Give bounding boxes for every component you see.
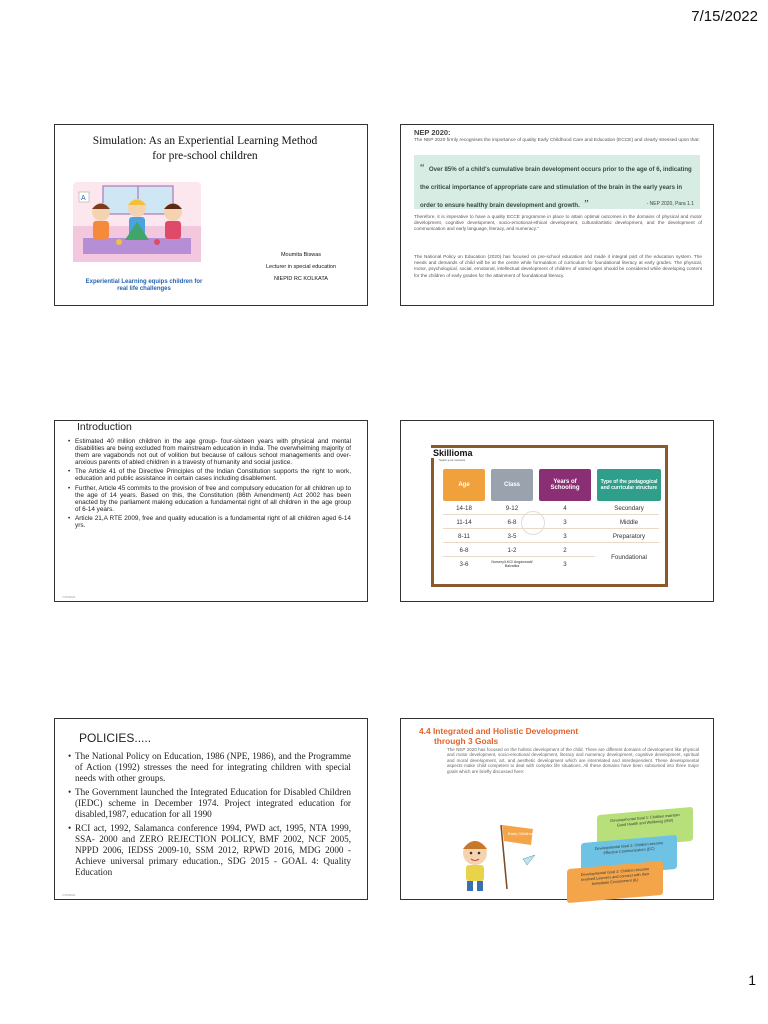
slide-paragraph: The NEP 2020 has focused on the holistic development of the child. There are different domains of development like physical and motor development, socio-emotional development, literacy and numeracy development, cognitive development, spiritual and moral development, art, and aesthetic development which are interrelated and interdependent. These developmental aspects make child competent to deal with complex life situations. All these domains have been subsumed into three major goals which are briefly discussed here: xyxy=(447,747,699,774)
table-cell: 14-18 xyxy=(456,504,472,512)
paragraph-1: Therefore, it is imperative to have a quality ECCE programme in place to attain optimal outcomes in the domains of physical and motor development, cognitive development, socio-emotional-ethical development, cultural/artistic development, and the development of communication and early language, literacy, and numeracy." xyxy=(414,214,702,232)
bullet-list xyxy=(68,438,351,531)
paragraph-2: The National Policy on Education (2020) has focused on pre-school education and made it integral part of the education system. The needs and demands of child will be at the centre while formulation of curriculum for foundational literacy at early grades. The physical, motor, psychological, social, emotional, intellectual development of children of varied ages should be considered while developing content for the children of early grades for the attainment of foundational literacy. xyxy=(414,254,702,278)
slide-6-holistic-development xyxy=(400,718,714,900)
table-cell: 4 xyxy=(563,504,567,512)
slide-5-policies xyxy=(54,718,368,900)
table-cell: Nursery/LKG/ Anganwadi/ Balvatika xyxy=(491,559,533,568)
table-cell: 9-12 xyxy=(505,504,519,512)
goal-3-step: Developmental Goal 3: Children become Involved Learners and connect with their Immediate Environment (IL) xyxy=(567,861,663,903)
children-learning-illustration xyxy=(73,182,201,262)
slide-footer-date: 7/15/2022 xyxy=(62,893,76,897)
table-cell: 3 xyxy=(563,518,567,526)
slide-title-line-1: 4.4 Integrated and Holistic Development xyxy=(419,726,579,736)
table-cell: 8-11 xyxy=(458,532,470,540)
table-cell: 11-14 xyxy=(456,518,472,526)
intro-text: The NEP 2020 firmly recognises the importance of quality Early Childhood Care and Education (ECCE) and clearly stressed upon that: xyxy=(414,138,700,143)
slide-1-title xyxy=(54,124,368,306)
slide-title: POLICIES..... xyxy=(79,731,152,745)
table-header-cell: Type of the pedagogical and curricular structure xyxy=(597,469,661,501)
list-item: • The Government launched the Integrated Education for Disabled Children (IEDC) scheme in December 1974. Project integrated education for disabled,1987, education for all 1990 xyxy=(68,787,351,820)
table-cell: 3 xyxy=(563,532,567,540)
image-caption: Experiential Learning equips children for real life challenges xyxy=(85,279,203,292)
author-block xyxy=(245,249,357,285)
slide-4-structure-table xyxy=(400,420,714,602)
table-cell: Preparatory xyxy=(612,532,646,540)
slide-title: Introduction xyxy=(77,421,132,433)
table-cell: 6-8 xyxy=(507,518,517,526)
author-institute: NIEPID RC KOLKATA xyxy=(274,276,328,282)
table-row xyxy=(443,515,659,529)
page-number: 1 xyxy=(748,972,756,988)
author-name: Moumita Biswas xyxy=(280,252,322,258)
table-header-cell: Age xyxy=(443,469,485,501)
table-header-cell: Class xyxy=(491,469,533,501)
list-item: • RCI act, 1992, Salamanca conference 1994, PWD act, 1995, NTA 1999, SSA- 2000 and ZERO REJECTION POLICY, BMF 2002, NCF 2005, NPPD 2006, IEDSS 2009-10, SSM 2012, RPWD 2016, MDG 2000 - Achieve universal primary education., SDG 2015 - GOAL 4: Quality Education xyxy=(68,823,351,878)
table-cell: 3-6 xyxy=(459,560,469,568)
open-quote-icon: “ xyxy=(420,163,425,174)
table-cell: 2 xyxy=(563,546,567,554)
goal-1-step: Developmental Goal 1: Children maintain Good Health and Wellbeing (HW) xyxy=(597,807,693,849)
slide-2-nep xyxy=(400,124,714,306)
bullet-list xyxy=(68,751,351,881)
table-header-row xyxy=(443,469,659,501)
table-cell: 3 xyxy=(563,560,567,568)
table-header-cell: Years of Schooling xyxy=(539,469,591,501)
slide-footer-date: 7/15/2022 xyxy=(62,595,76,599)
list-item: • The National Policy on Education, 1986 (NPE, 1986), and the Programme of Action (1992) stresses the need for integrating children with special needs with other groups. xyxy=(68,751,351,784)
table-row xyxy=(443,501,659,515)
quote-box xyxy=(414,155,700,209)
slide-3-introduction xyxy=(54,420,368,602)
pedagogy-table xyxy=(443,469,659,571)
author-position: Lecturer in special education xyxy=(265,264,336,270)
brand-tagline: Spark your success xyxy=(439,458,466,462)
slide-title: Simulation: As an Experiential Learning Method for pre-school children xyxy=(92,135,318,162)
table-cell: 3-5 xyxy=(507,532,517,540)
list-item: • Article 21,A RTE 2009, free and quality education is a fundamental right of all children aged 6-14 yrs. xyxy=(68,515,351,529)
brand-logo: Skillioma xyxy=(433,448,473,458)
table-row xyxy=(443,557,659,571)
slide-title-line-2: through 3 Goals xyxy=(434,736,499,746)
table-cell: 6-8 xyxy=(459,546,469,554)
header-date: 7/15/2022 xyxy=(691,8,758,25)
list-item: • Further, Article 45 commits to the provision of free and compulsory education for all children up to the age of 14 years. Based on this, the Constitution (86th Amendment) Act 2002 has been enacted by the parliament making education a fundamental right of all children in the age group of 6-14 years. xyxy=(68,485,351,513)
table-row xyxy=(443,543,659,561)
slide-heading: NEP 2020: xyxy=(414,128,451,137)
quote-source: - NEP 2020, Para 1.1 xyxy=(646,201,694,207)
quote-text: Over 85% of a child's cumulative brain development occurs prior to the age of 6, indicating the critical importance of appropriate care and stimulation of the brain in the early years in order to ensure healthy brain development and growth. xyxy=(420,166,692,209)
svg-text:A: A xyxy=(81,195,86,202)
slide-title xyxy=(419,726,578,746)
flag-label: Early Childhood Care xyxy=(508,831,547,836)
list-item: • The Article 41 of the Directive Principles of the Indian Constitution supports the right to work, education and public assistance in certain cases including disablement. xyxy=(68,468,351,482)
table-cell: Middle xyxy=(619,518,639,526)
table-cell: 1-2 xyxy=(507,546,517,554)
table-row xyxy=(443,529,659,543)
goal-2-step: Developmental Goal 2: Children become Effective Communicators (EC) xyxy=(581,835,677,877)
table-cell: Secondary xyxy=(614,504,644,512)
close-quote-icon: ” xyxy=(584,199,589,210)
list-item: • Estimated 40 million children in the age group- four-sixteen years with physical and mental disabilities are being excluded from mainstream education in India. The overwhelming majority of them are vagabonds not out of volition but because of callous school managements and over-anxious parents of abled children in a travesty of humanity and social justice. xyxy=(68,438,351,466)
child-with-flag-illustration xyxy=(451,819,547,895)
table-cell-merged: Foundational xyxy=(611,553,647,561)
